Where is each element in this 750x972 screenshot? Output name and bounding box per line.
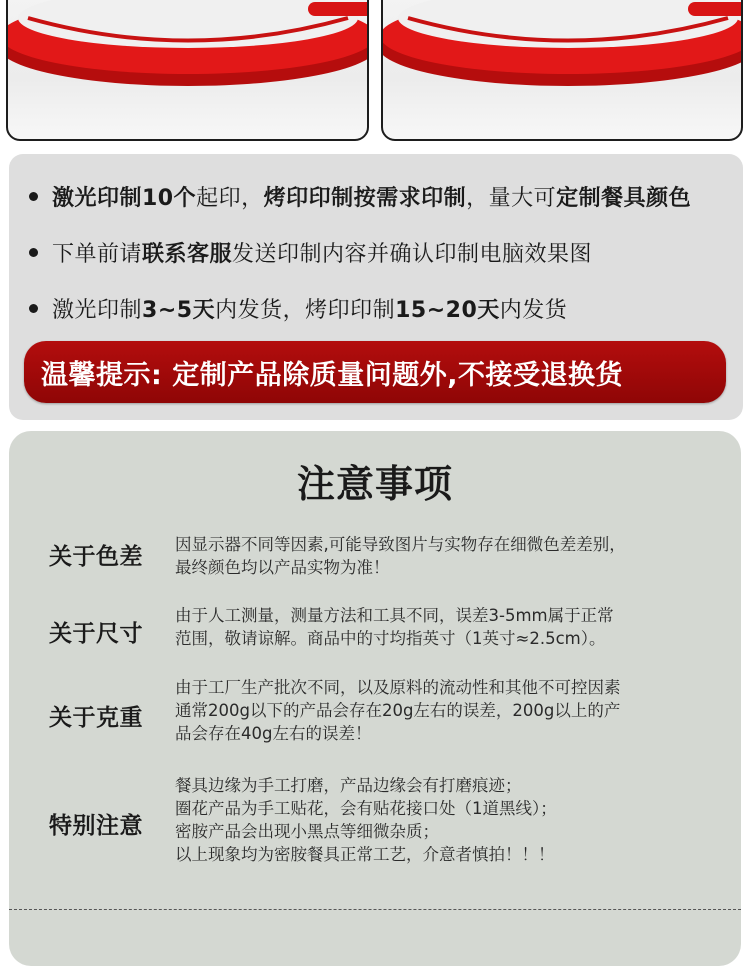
- bullet-icon: [29, 248, 38, 257]
- info-item: [29, 293, 567, 323]
- note-text-size: [175, 604, 614, 650]
- note-label-weight: 关于克重: [49, 705, 143, 731]
- info-item: [29, 237, 592, 267]
- info-text: 发送印制内容并确认印制电脑效果图: [232, 241, 593, 267]
- info-text: 内发货，烤印印制: [215, 297, 396, 323]
- red-plate-image: [383, 0, 743, 141]
- info-text: ，量大可: [466, 185, 557, 211]
- note-text-special: [175, 774, 557, 866]
- note-line: 品会存在40g左右的误差！: [175, 724, 372, 743]
- product-photo-left: [6, 0, 369, 141]
- note-label-special: 特别注意: [49, 813, 143, 839]
- bullet-icon: [29, 304, 38, 313]
- note-line: 以上现象均为密胺餐具正常工艺，介意者慎拍！！！: [175, 845, 555, 864]
- note-text-color-difference: [175, 533, 626, 579]
- info-text: 定制餐具颜色: [556, 185, 692, 211]
- info-text: 下单前请: [52, 241, 143, 267]
- product-photo-right: [381, 0, 743, 141]
- info-text: 15~20天: [395, 297, 500, 323]
- info-text: 联系客服: [142, 241, 233, 267]
- info-text: 激光印制10个: [52, 185, 197, 211]
- dashed-divider: [9, 909, 741, 910]
- info-text: 3~5天: [142, 297, 216, 323]
- note-line: 范围，敬请谅解。商品中的寸均指英寸（1英寸≈2.5cm）。: [175, 629, 606, 648]
- info-item: [29, 181, 691, 211]
- note-label-size: 关于尺寸: [49, 621, 143, 647]
- customization-info-panel: [9, 154, 743, 420]
- note-line: 由于人工测量，测量方法和工具不同，误差3-5mm属于正常: [175, 606, 614, 625]
- note-line: 密胺产品会出现小黑点等细微杂质；: [175, 822, 439, 841]
- note-line: 圈花产品为手工贴花，会有贴花接口处（1道黑线）；: [175, 799, 557, 818]
- red-plate-image: [8, 0, 369, 141]
- note-text-weight: [175, 676, 621, 745]
- notes-title: 注意事项: [296, 462, 453, 506]
- info-text: 烤印印制按需求印制: [263, 185, 467, 211]
- info-text: 激光印制: [52, 297, 143, 323]
- bullet-icon: [29, 192, 38, 201]
- info-text: 起印，: [196, 185, 264, 211]
- note-line: 通常200g以下的产品会存在20g左右的误差，200g以上的产: [175, 701, 621, 720]
- note-line: 餐具边缘为手工打磨，产品边缘会有打磨痕迹；: [175, 776, 522, 795]
- warm-tip-banner: 温馨提示: 定制产品除质量问题外,不接受退换货: [24, 341, 726, 403]
- info-text: 内发货: [499, 297, 568, 323]
- note-line: 由于工厂生产批次不同，以及原料的流动性和其他不可控因素: [175, 678, 621, 697]
- note-line: 因显示器不同等因素,可能导致图片与实物存在细微色差差别，: [175, 535, 626, 554]
- note-line: 最终颜色均以产品实物为准！: [175, 558, 390, 577]
- note-label-color-difference: 关于色差: [49, 544, 143, 570]
- notes-panel: [9, 431, 741, 966]
